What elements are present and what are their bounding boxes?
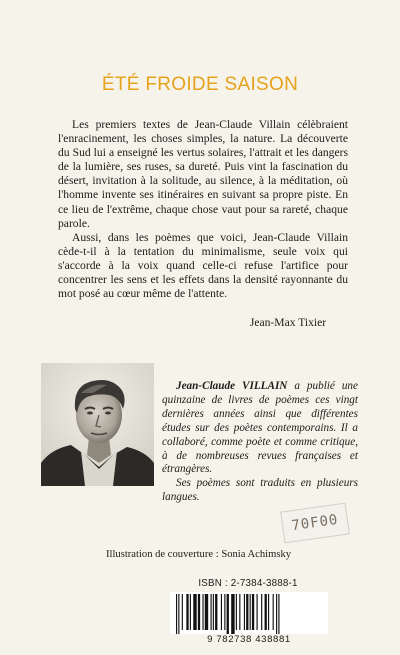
barcode-bar <box>261 594 262 630</box>
author-photo <box>41 363 154 486</box>
intro-paragraph-1: Les premiers textes de Jean-Claude Villain célèbraient l'enracinement, les choses simples, la nature. La découverte du Sud lui a enseigné les vertus solaires, l'attrait et les dangers de la lumière, ses ruses, sa dureté. Puis vint la fascination du désert, invitation à la solitude, au silence, à la méditation, où l'homme invente ses itinéraires en suivant sa propre piste. En ce lieu de l'extrême, chaque chose vaut pour sa rareté, chaque parole. <box>58 118 348 230</box>
bio-paragraph <box>162 380 358 477</box>
barcode-bar <box>178 594 179 634</box>
intro-text <box>58 118 348 301</box>
barcode-bar <box>186 594 188 630</box>
barcode-digits: 9 782738 438881 <box>207 634 291 645</box>
barcode-bar <box>231 594 234 634</box>
barcode-bar <box>276 594 277 634</box>
barcode-bar <box>239 594 240 630</box>
author-portrait-image <box>41 363 154 486</box>
bio-text: a publié une quinzaine de livres de poèmes ces vingt dernières années ainsi que différentes études sur des poètes contemporains. Il a collaboré, comme poète et comme critique, à de nombreuses revues françaises et étrangères. <box>162 380 358 476</box>
bio-author-name: Jean-Claude VILLAIN <box>176 380 288 392</box>
barcode-bar <box>215 594 217 630</box>
barcode-bar <box>252 594 254 630</box>
barcode-bar <box>278 594 279 634</box>
barcode-bar <box>193 594 196 630</box>
bio-translations: Ses poèmes sont traduits en plusieurs langues. <box>162 477 358 504</box>
barcode-bar <box>265 594 267 630</box>
barcode-bar <box>211 594 212 630</box>
barcode-bar <box>205 594 208 630</box>
barcode-bar <box>257 594 258 630</box>
barcode-bar <box>268 594 269 630</box>
author-bio <box>162 380 358 505</box>
barcode-bar <box>213 594 214 630</box>
intro-paragraph-2: Aussi, dans les poèmes que voici, Jean-Claude Villain cède-t-il à la tentation du minimalisme, seule voix qui s'accorde à la voix quand celle-ci refuse l'artifice pour concentrer les sens et les effets dans la densité rayonnante du mot posé au cœur même de l'attente. <box>58 230 348 301</box>
intro-signature: Jean-Max Tixier <box>249 316 327 329</box>
barcode-bar <box>190 594 191 630</box>
barcode-bar <box>250 594 251 630</box>
barcode-bar <box>224 594 225 630</box>
book-title: ÉTÉ FROIDE SAISON <box>101 74 299 95</box>
barcode-bar <box>227 594 229 634</box>
barcode-bar <box>246 594 248 630</box>
illustration-credit: Illustration de couverture : Sonia Achimsky <box>106 549 292 560</box>
price-sticker-text: 70F00 <box>290 511 340 535</box>
barcode-bar <box>244 594 245 630</box>
barcode <box>170 592 328 634</box>
barcode-bar <box>221 594 222 630</box>
barcode-bar <box>176 594 177 634</box>
barcode-bar <box>273 594 274 630</box>
barcode-bar <box>236 594 237 630</box>
barcode-bar <box>202 594 203 630</box>
barcode-bar <box>198 594 200 630</box>
barcode-bar <box>182 594 183 630</box>
price-sticker <box>280 503 350 544</box>
isbn-number: ISBN : 2-7384-3888-1 <box>198 578 298 589</box>
barcode-bars <box>170 592 328 634</box>
